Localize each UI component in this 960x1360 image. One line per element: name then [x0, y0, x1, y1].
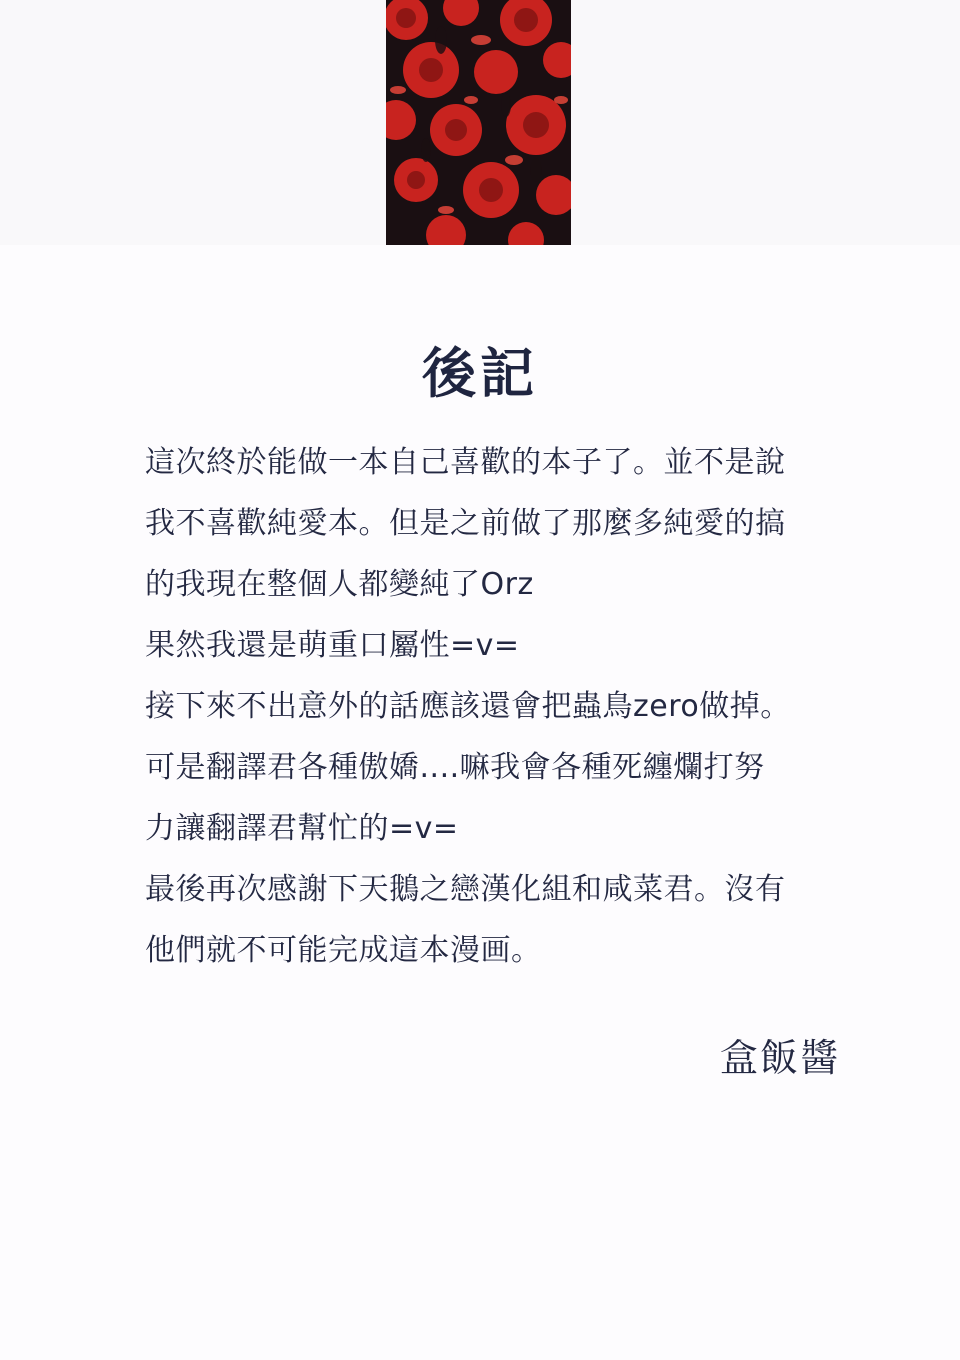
body-line: 這次終於能做一本自己喜歡的本子了。並不是說 — [145, 445, 786, 480]
body-line: 力讓翻譯君幫忙的=v= — [145, 811, 459, 846]
afterword-body — [145, 432, 845, 981]
body-line: 他們就不可能完成這本漫画。 — [145, 933, 542, 968]
body-line: 的我現在整個人都變純了Orz — [145, 567, 534, 602]
floral-pattern-image — [386, 0, 571, 245]
page-title: 後記 — [422, 342, 538, 405]
body-line: 我不喜歡純愛本。但是之前做了那麼多純愛的搞 — [145, 506, 786, 541]
author-signature: 盒飯醬 — [719, 1036, 840, 1080]
body-line: 接下來不出意外的話應該還會把蟲鳥zero做掉。 — [145, 689, 791, 724]
body-line: 果然我還是萌重口屬性=v= — [145, 628, 520, 663]
body-line: 可是翻譯君各種傲嬌....嘛我會各種死纏爛打努 — [145, 750, 765, 785]
body-line: 最後再次感謝下天鵝之戀漢化組和咸菜君。沒有 — [145, 872, 786, 907]
